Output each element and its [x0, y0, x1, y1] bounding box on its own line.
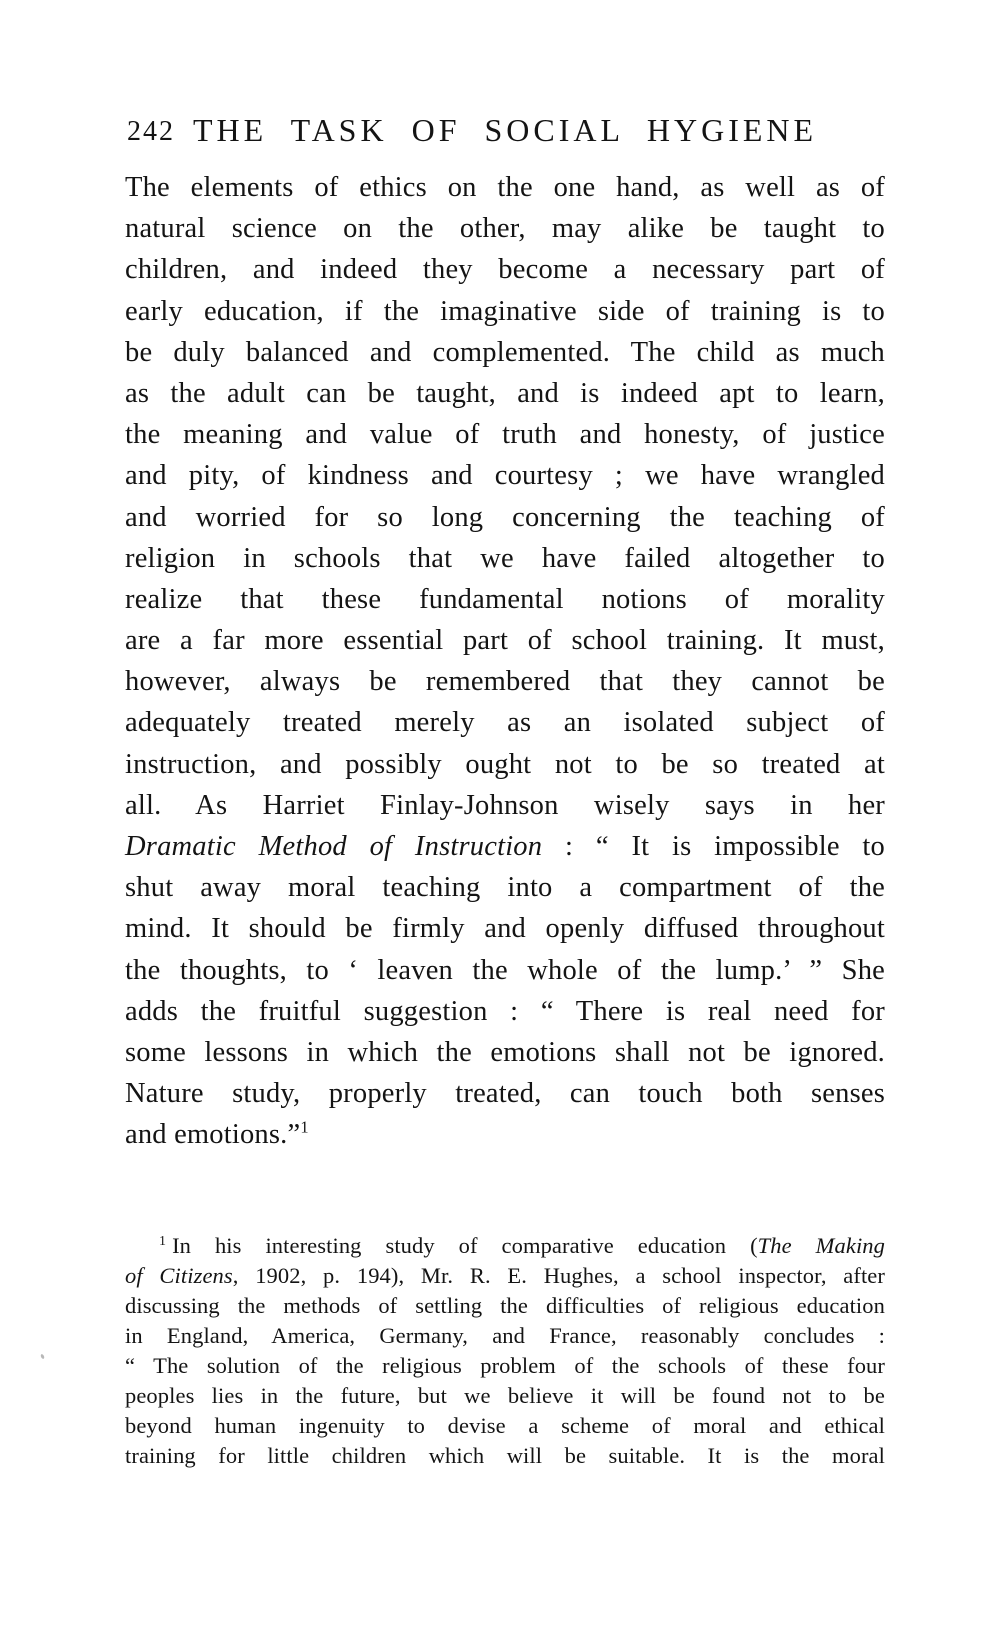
body-text-line: realize that these fundamental notions of morality [125, 583, 885, 615]
footnote [125, 1231, 885, 1471]
body-text-line: religion in schools that we have failed altogether to [125, 542, 885, 574]
body-text-line: Nature study, properly treated, can touch both senses [125, 1078, 885, 1110]
body-text-line: are a far more essential part of school training. It must, [125, 625, 885, 657]
page-number: 242 [127, 116, 175, 147]
footnote-marker: 1 [159, 1233, 167, 1249]
body-text-line: however, always be remembered that they cannot be [125, 666, 885, 698]
footnote-text-line: training for little children which will be suitable. It is the moral [125, 1443, 885, 1468]
body-text-line: natural science on the other, may alike be taught to [125, 213, 885, 245]
body-text-line: shut away moral teaching into a compartment of the [125, 872, 885, 904]
body-text-line: the thoughts, to ‘ leaven the whole of the lump.’ ” She [125, 954, 885, 986]
body-text-line: as the adult can be taught, and is indeed apt to learn, [125, 377, 885, 409]
footnote-text-line: “ The solution of the religious problem of the schools of these four [125, 1353, 885, 1378]
body-text-line: adds the fruitful suggestion : “ There is real need for [125, 995, 885, 1027]
footnote-text-line: of Citizens, 1902, p. 194), Mr. R. E. Hughes, a school inspector, after [125, 1263, 885, 1288]
body-text-line: instruction, and possibly ought not to be so treated at [125, 748, 885, 780]
italic-book-title: of Citizens [125, 1263, 233, 1288]
footnote-text-line: discussing the methods of settling the difficulties of religious education [125, 1293, 885, 1318]
body-text-line: early education, if the imaginative side of training is to [125, 295, 885, 327]
body-text-line: mind. It should be firmly and openly diffused throughout [125, 913, 885, 945]
body-text-line: Dramatic Method of Instruction : “ It is impossible to [125, 831, 886, 862]
italic-book-title: The Making [757, 1233, 885, 1258]
body-text-line: all. As Harriet Finlay-Johnson wisely says in her [125, 789, 885, 821]
body-text-line: and pity, of kindness and courtesy ; we have wrangled [125, 460, 885, 492]
footnote-text-line: beyond human ingenuity to devise a scheme of moral and ethical [125, 1413, 885, 1438]
footnote-text-line: in England, America, Germany, and France, reasonably concludes : [125, 1323, 885, 1348]
running-head [125, 112, 885, 152]
body-text-line: children, and indeed they become a necessary part of [125, 254, 885, 286]
body-text-line: adequately treated merely as an isolated subject of [125, 707, 885, 739]
body-text-line: and emotions.”$^1$ [125, 1117, 309, 1151]
body-text-line: be duly balanced and complemented. The child as much [125, 336, 885, 368]
body-paragraph [125, 167, 885, 1156]
body-text-line: the meaning and value of truth and honesty, of justice [125, 419, 885, 451]
page-title: THE TASK OF SOCIAL HYGIENE [192, 112, 818, 148]
italic-book-title: Dramatic Method of Instruction [125, 831, 543, 862]
footnote-reference: 1 [300, 1117, 309, 1137]
body-text-line: The elements of ethics on the one hand, as well as of [125, 172, 885, 203]
body-text-line: some lessons in which the emotions shall not be ignored. [125, 1036, 885, 1068]
scan-artifact-speck [40, 1354, 45, 1360]
body-text-line: and worried for so long concerning the teaching of [125, 501, 885, 533]
footnote-text-line: peoples lies in the future, but we believe it will be found not to be [125, 1383, 885, 1408]
footnote-text-line: $^1$ In his interesting study of comparative education (The Making [159, 1233, 885, 1258]
